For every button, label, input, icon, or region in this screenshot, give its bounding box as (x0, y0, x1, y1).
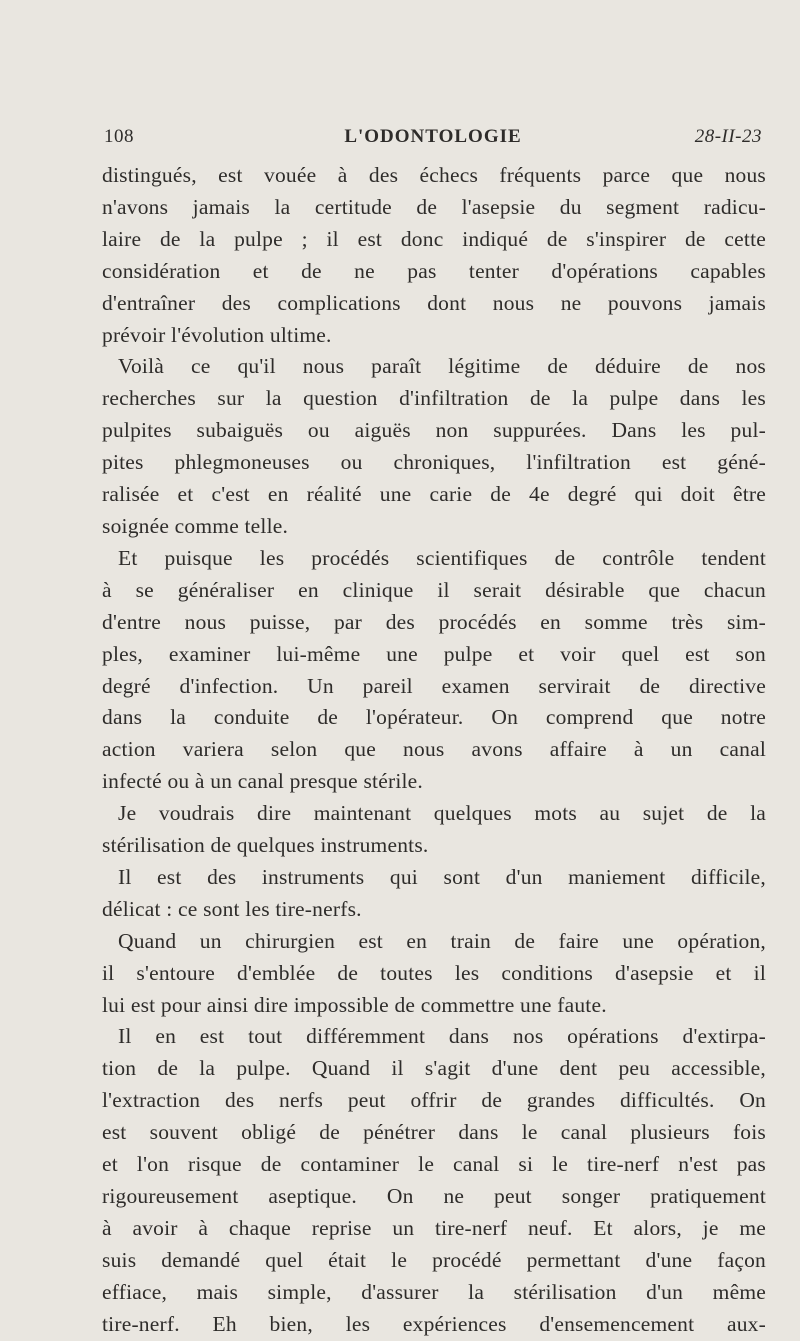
running-header (104, 126, 762, 156)
text-line: il s'entoure d'emblée de toutes les conditions d'asepsie et il (102, 960, 766, 985)
text-line: lui est pour ainsi dire impossible de commettre une faute. (102, 992, 607, 1017)
body-text (102, 160, 766, 1341)
journal-title: L'ODONTOLOGIE (344, 126, 522, 147)
text-line: dans la conduite de l'opérateur. On comprend que notre (102, 705, 766, 730)
text-line: pites phlegmoneuses ou chroniques, l'infiltration est géné- (102, 450, 766, 475)
text-line: considération et de ne pas tenter d'opérations capables (102, 258, 766, 283)
text-line: soignée comme telle. (102, 513, 289, 538)
text-line: action variera selon que nous avons affaire à un canal (102, 737, 766, 762)
text-line: rigoureusement aseptique. On ne peut songer pratiquement (102, 1184, 766, 1208)
text-line: l'extraction des nerfs peut offrir de grandes difficultés. On (102, 1088, 766, 1113)
text-line: tion de la pulpe. Quand il s'agit d'une dent peu accessible, (102, 1056, 766, 1081)
text-line: ples, examiner lui-même une pulpe et voir quel est son (102, 641, 766, 666)
text-line: Je voudrais dire maintenant quelques mots au sujet de la (118, 801, 766, 826)
text-line: pulpites subaiguës ou aiguës non suppurées. Dans les pul- (102, 418, 766, 443)
text-line: et l'on risque de contaminer le canal si le tire-nerf n'est pas (102, 1152, 766, 1177)
issue-date: 28-II-23 (694, 126, 762, 147)
text-line: Quand un chirurgien est en train de faire une opération, (118, 928, 766, 953)
text-line: délicat : ce sont les tire-nerfs. (102, 896, 362, 921)
text-line: degré d'infection. Un pareil examen servirait de directive (102, 673, 766, 698)
text-line: n'avons jamais la certitude de l'asepsie du segment radicu- (102, 194, 766, 219)
text-line: tire-nerf. Eh bien, les expériences d'ensemencement aux- (102, 1311, 766, 1336)
text-line: ralisée et c'est en réalité une carie de 4e degré qui doit être (102, 482, 766, 507)
text-line: prévoir l'évolution ultime. (102, 322, 332, 347)
text-line: recherches sur la question d'infiltration de la pulpe dans les (102, 386, 766, 411)
text-line: effiace, mais simple, d'assurer la stérilisation d'un même (102, 1279, 766, 1304)
text-line: d'entraîner des complications dont nous ne pouvons jamais (102, 290, 766, 315)
text-line: Il est des instruments qui sont d'un maniement difficile, (118, 864, 766, 889)
text-line: stérilisation de quelques instruments. (102, 833, 429, 858)
text-line: d'entre nous puisse, par des procédés en somme très sim- (102, 609, 766, 634)
text-line: à avoir à chaque reprise un tire-nerf neuf. Et alors, je me (102, 1215, 766, 1240)
text-line: est souvent obligé de pénétrer dans le canal plusieurs fois (102, 1120, 766, 1145)
text-line: suis demandé quel était le procédé permettant d'une façon (102, 1247, 766, 1272)
text-line: Voilà ce qu'il nous paraît légitime de déduire de nos (118, 354, 766, 379)
text-line: distingués, est vouée à des échecs fréquents parce que nous (102, 163, 766, 187)
text-line: laire de la pulpe ; il est donc indiqué de s'inspirer de cette (102, 226, 766, 251)
page-number: 108 (104, 126, 134, 147)
text-line: Et puisque les procédés scientifiques de contrôle tendent (118, 545, 766, 570)
text-line: infecté ou à un canal presque stérile. (102, 769, 423, 794)
text-line: Il en est tout différemment dans nos opérations d'extirpa- (118, 1024, 766, 1049)
text-line: à se généraliser en clinique il serait désirable que chacun (102, 577, 766, 602)
